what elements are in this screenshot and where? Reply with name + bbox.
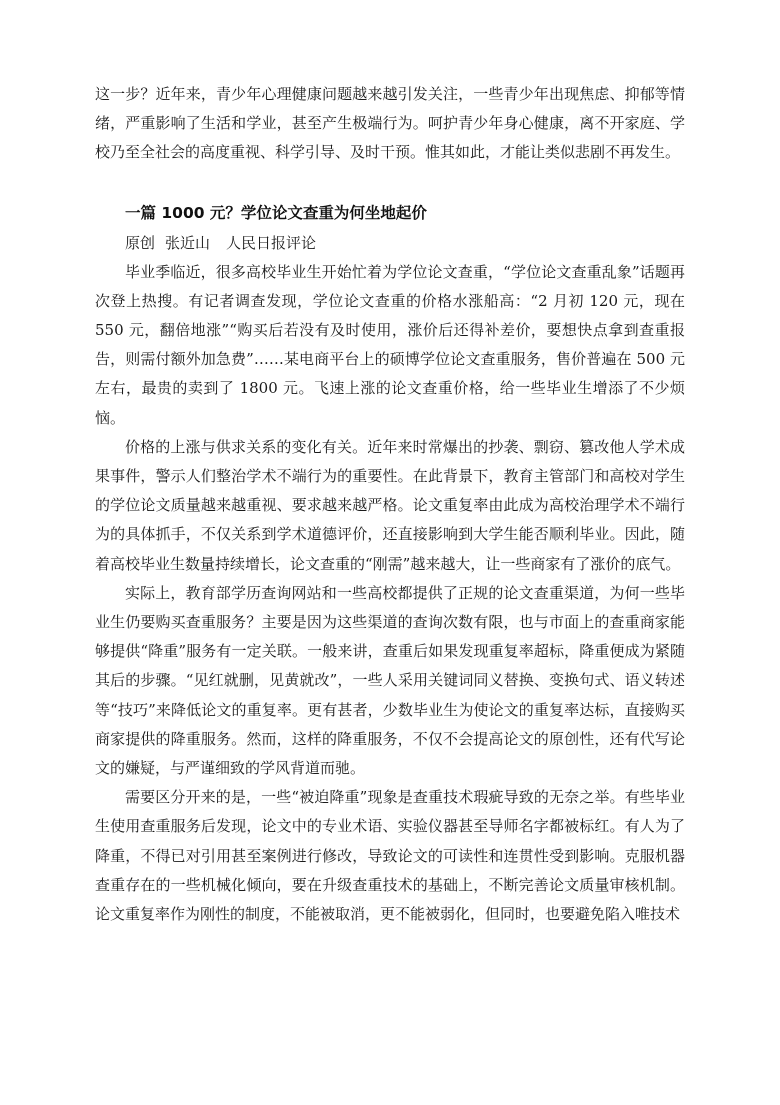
body-paragraph-2: 价格的上涨与供求关系的变化有关。近年来时常爆出的抄袭、剽窃、篡改他人学术成果事件，警示人们整治学术不端行为的重要性。在此背景下，教育主管部门和高校对学生的学位论文质量越来越重视、要求越来越严格。论文重复率由此成为高校治理学术不端行为的具体抓手，不仅关系到学术道德评价，还直接影响到大学生能否顺利毕业。因此，随着高校毕业生数量持续增长，论文查重的“刚需”越来越大，让一些商家有了涨价的底气。 — [95, 437, 685, 573]
byline-type: 原创 — [125, 233, 156, 252]
body-paragraph-4: 需要区分开来的是，一些“被迫降重”现象是查重技术瑕疵导致的无奈之举。有些毕业生使用查重服务后发现，论文中的专业术语、实验仪器甚至导师名字都被标红。有人为了降重，不得已对引用甚至案例进行修改，导致论文的可读性和连贯性受到影响。克服机器查重存在的一些机械化倾向，要在升级查重技术的基础上，不断完善论文质量审核机制。论文重复率作为刚性的制度，不能被取消，更不能被弱化，但同时，也要避免陷入唯技术 — [95, 788, 685, 924]
byline-source: 人民日报评论 — [226, 233, 317, 252]
article-byline — [95, 228, 685, 258]
byline-author: 张近山 — [165, 233, 211, 252]
intro-paragraph: 这一步？近年来，青少年心理健康问题越来越引发关注，一些青少年出现焦虑、抑郁等情绪，严重影响了生活和学业，甚至产生极端行为。呵护青少年身心健康，离不开家庭、学校乃至全社会的高度重视、科学引导、及时干预。惟其如此，才能让类似悲剧不再发生。 — [95, 85, 685, 162]
body-paragraph-3: 实际上，教育部学历查询网站和一些高校都提供了正规的论文查重渠道，为何一些毕业生仍要购买查重服务？主要是因为这些渠道的查询次数有限，也与市面上的查重商家能够提供“降重”服务有一定关联。一般来讲，查重后如果发现重复率超标，降重便成为紧随其后的步骤。“见红就删，见黄就改”，一些人采用关键词同义替换、变换句式、语义转述等“技巧”来降低论文的重复率。更有甚者，少数毕业生为使论文的重复率达标，直接购买商家提供的降重服务。然而，这样的降重服务，不仅不会提高论文的原创性，还有代写论文的嫌疑，与严谨细致的学风背道而驰。 — [95, 583, 685, 778]
section-gap — [95, 168, 685, 198]
body-paragraph-1: 毕业季临近，很多高校毕业生开始忙着为学位论文查重，“学位论文查重乱象”话题再次登上热搜。有记者调查发现，学位论文查重的价格水涨船高：“2 月初 120 元，现在 550 元，翻倍地涨”“购买后若没有及时使用，涨价后还得补差价，要想快点拿到查重报告，则需付额外加急费”……某电商平台上的硕博学位论文查重服务，售价普遍在 500 元左右，最贵的卖到了 1800 元。飞速上涨的论文查重价格，给一些毕业生增添了不少烦恼。 — [95, 262, 685, 427]
article-title: 一篇 1000 元？学位论文查重为何坐地起价 — [125, 203, 427, 222]
